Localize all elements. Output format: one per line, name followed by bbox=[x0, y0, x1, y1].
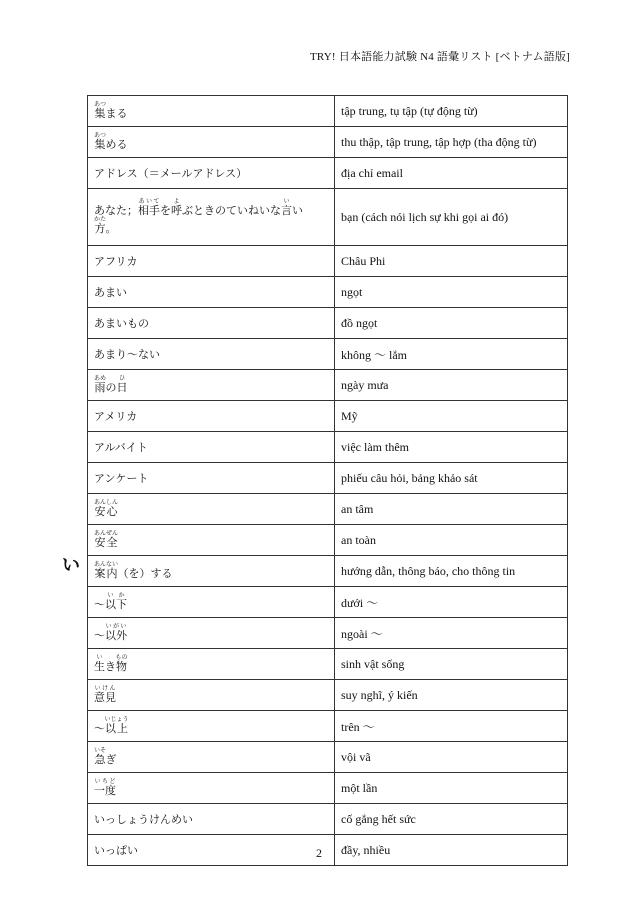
table-row bbox=[88, 463, 568, 494]
vietnamese-meaning: cố gắng hết sức bbox=[335, 804, 568, 835]
vietnamese-meaning: an toàn bbox=[335, 525, 568, 556]
vietnamese-meaning: đồ ngọt bbox=[335, 308, 568, 339]
japanese-term: 〜以外いがい bbox=[88, 618, 335, 649]
japanese-term: 〜以下いか bbox=[88, 587, 335, 618]
vietnamese-meaning: sinh vật sống bbox=[335, 649, 568, 680]
japanese-term: あまいもの bbox=[88, 308, 335, 339]
table-row bbox=[88, 277, 568, 308]
table-row bbox=[88, 246, 568, 277]
table-row bbox=[88, 773, 568, 804]
japanese-term: 一度いちど bbox=[88, 773, 335, 804]
japanese-term: アメリカ bbox=[88, 401, 335, 432]
japanese-term: 意見いけん bbox=[88, 680, 335, 711]
vietnamese-meaning: bạn (cách nói lịch sự khi gọi ai đó) bbox=[335, 189, 568, 246]
table-row bbox=[88, 96, 568, 127]
japanese-term: いっぱい bbox=[88, 835, 335, 866]
japanese-term: アルバイト bbox=[88, 432, 335, 463]
table-row bbox=[88, 556, 568, 587]
vietnamese-meaning: ngoài ～ bbox=[335, 618, 568, 649]
japanese-term: 生いき物もの bbox=[88, 649, 335, 680]
vietnamese-meaning: ngày mưa bbox=[335, 370, 568, 401]
japanese-term: 安心あんしん bbox=[88, 494, 335, 525]
table-row bbox=[88, 618, 568, 649]
vietnamese-meaning: hướng dẫn, thông báo, cho thông tin bbox=[335, 556, 568, 587]
japanese-term: 集あつまる bbox=[88, 96, 335, 127]
vietnamese-meaning: không ～ lắm bbox=[335, 339, 568, 370]
table-row bbox=[88, 711, 568, 742]
table-row bbox=[88, 308, 568, 339]
table-row bbox=[88, 649, 568, 680]
japanese-term: 案内あんない（を）する bbox=[88, 556, 335, 587]
vocabulary-table bbox=[87, 95, 568, 866]
table-row bbox=[88, 587, 568, 618]
vietnamese-meaning: thu thập, tập trung, tập hợp (tha động từ) bbox=[335, 127, 568, 158]
japanese-term: アフリカ bbox=[88, 246, 335, 277]
table-row bbox=[88, 127, 568, 158]
table-row bbox=[88, 189, 568, 246]
japanese-term: 集あつめる bbox=[88, 127, 335, 158]
table-row bbox=[88, 525, 568, 556]
vietnamese-meaning: Mỹ bbox=[335, 401, 568, 432]
table-row bbox=[88, 804, 568, 835]
table-row bbox=[88, 432, 568, 463]
table-row bbox=[88, 339, 568, 370]
vietnamese-meaning: một lần bbox=[335, 773, 568, 804]
vietnamese-meaning: việc làm thêm bbox=[335, 432, 568, 463]
vietnamese-meaning: Châu Phi bbox=[335, 246, 568, 277]
page-header: TRY! 日本語能力試験 N4 語彙リスト [ベトナム語版] bbox=[309, 51, 570, 63]
table-row bbox=[88, 680, 568, 711]
vietnamese-meaning: phiếu câu hỏi, bảng khảo sát bbox=[335, 463, 568, 494]
section-label: い bbox=[62, 555, 80, 576]
japanese-term: アドレス（＝メールアドレス） bbox=[88, 158, 335, 189]
table-row bbox=[88, 401, 568, 432]
japanese-term: 安全あんぜん bbox=[88, 525, 335, 556]
vietnamese-meaning: dưới ～ bbox=[335, 587, 568, 618]
vietnamese-meaning: tập trung, tụ tập (tự động từ) bbox=[335, 96, 568, 127]
japanese-term: あまい bbox=[88, 277, 335, 308]
japanese-term: いっしょうけんめい bbox=[88, 804, 335, 835]
vietnamese-meaning: suy nghĩ, ý kiến bbox=[335, 680, 568, 711]
vietnamese-meaning: ngọt bbox=[335, 277, 568, 308]
vietnamese-meaning: an tâm bbox=[335, 494, 568, 525]
japanese-term: 雨あめの日ひ bbox=[88, 370, 335, 401]
table-row bbox=[88, 742, 568, 773]
vietnamese-meaning: vội vã bbox=[335, 742, 568, 773]
vietnamese-meaning: trên ～ bbox=[335, 711, 568, 742]
vietnamese-meaning: địa chỉ email bbox=[335, 158, 568, 189]
japanese-term: アンケート bbox=[88, 463, 335, 494]
japanese-term: 急いそぎ bbox=[88, 742, 335, 773]
page-number: 2 bbox=[316, 846, 322, 860]
japanese-term: あなた；相手あいてを呼よぶときのていねいな言いい 方かた。 bbox=[88, 189, 335, 246]
table-row bbox=[88, 158, 568, 189]
japanese-term: 〜以上いじょう bbox=[88, 711, 335, 742]
table-row bbox=[88, 370, 568, 401]
table-row bbox=[88, 494, 568, 525]
japanese-term: あまり〜ない bbox=[88, 339, 335, 370]
vietnamese-meaning: đầy, nhiều bbox=[335, 835, 568, 866]
